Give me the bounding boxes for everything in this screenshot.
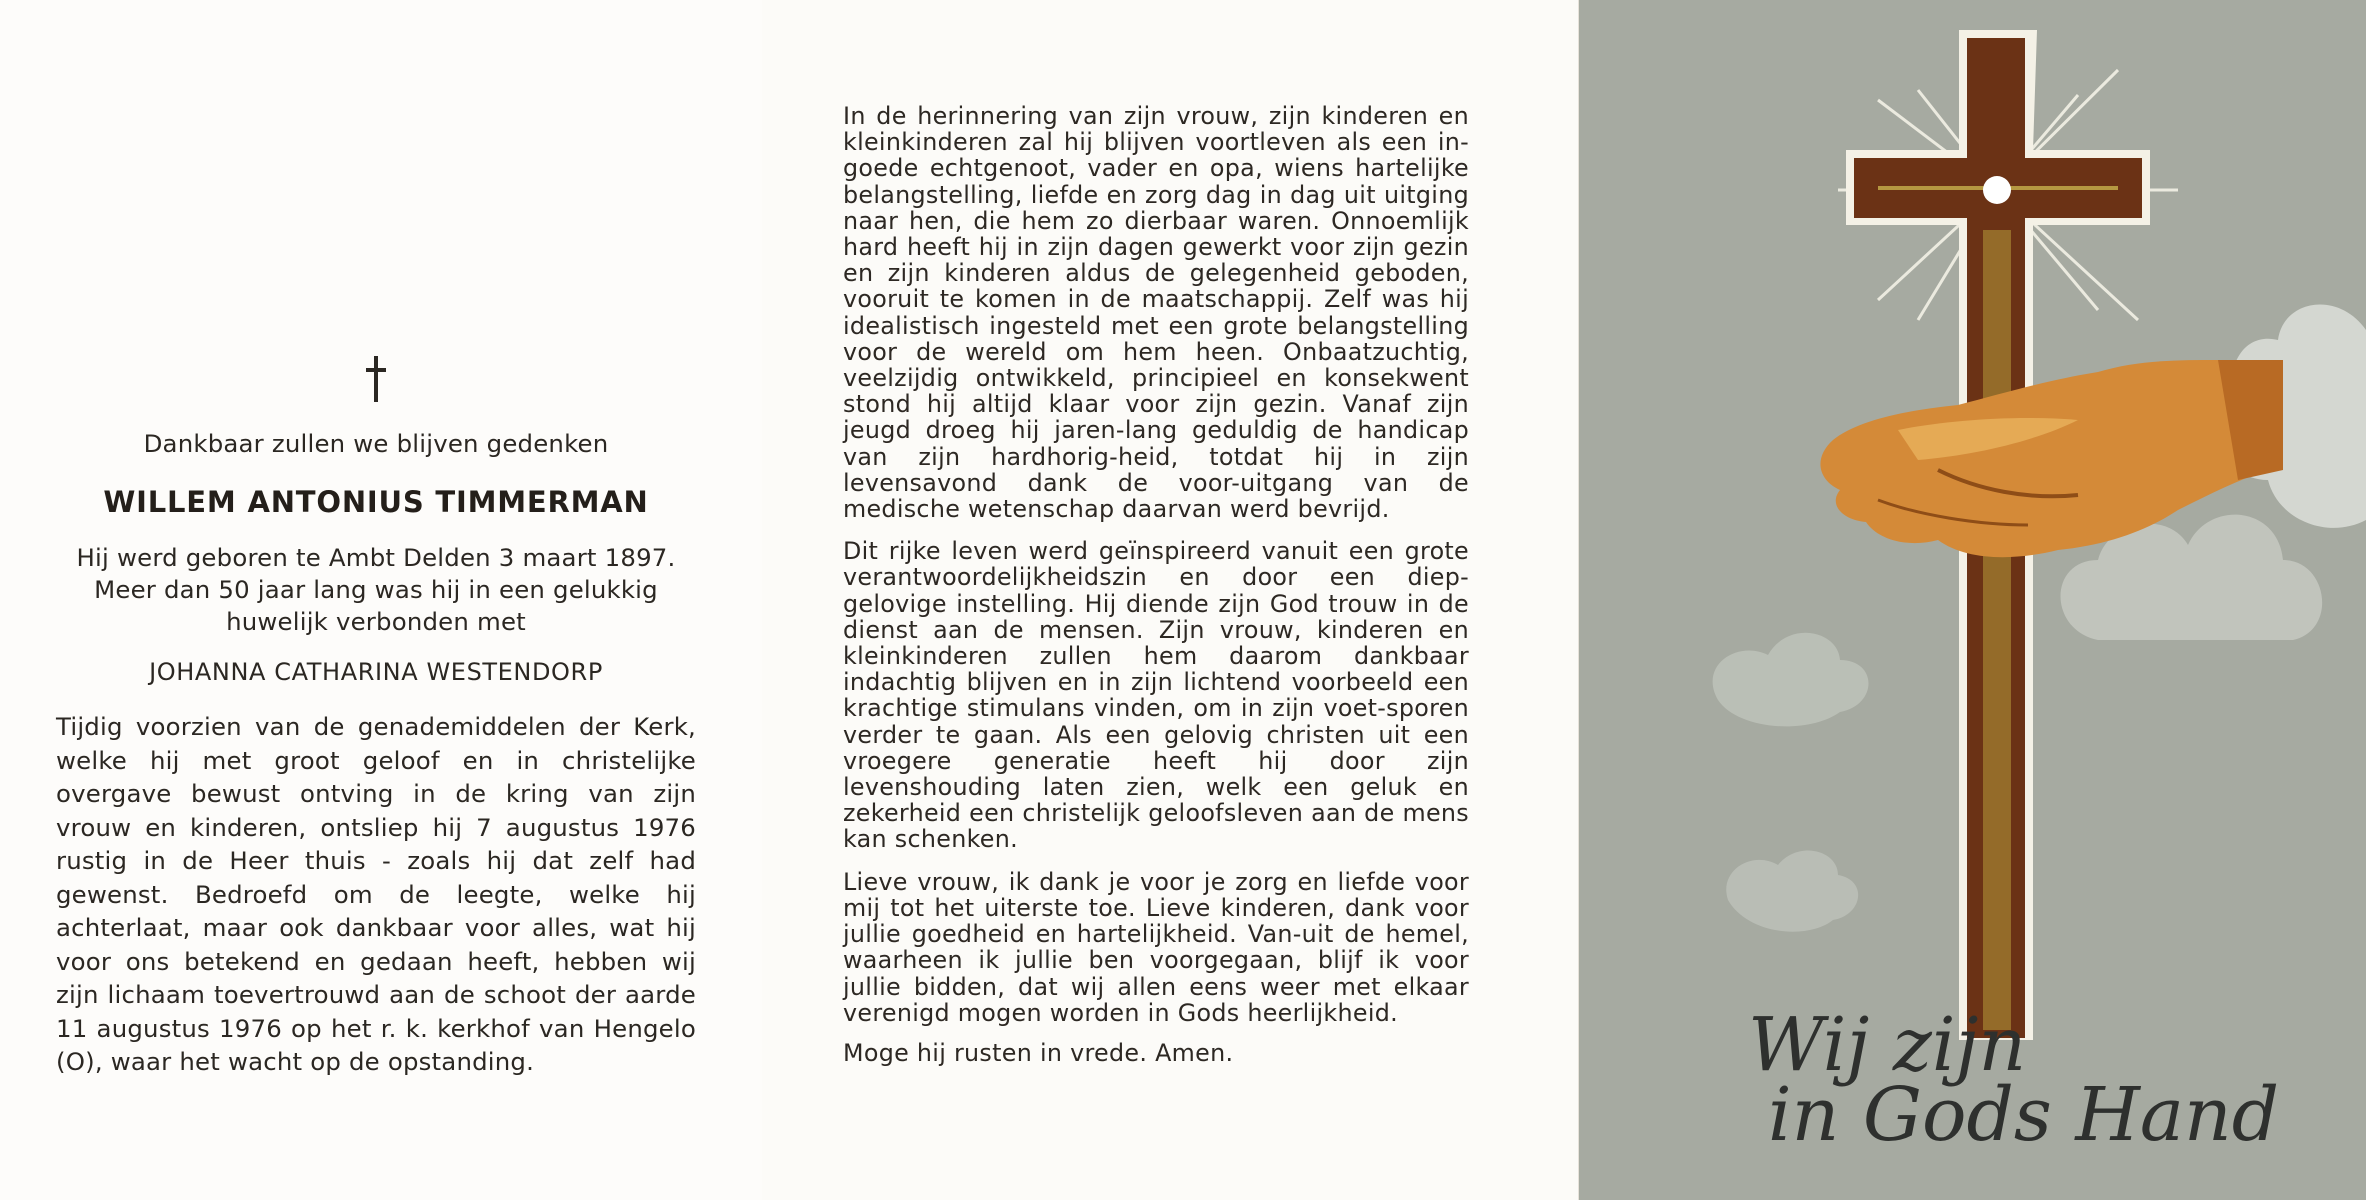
left-text-block [56, 428, 696, 1079]
farewell-paragraph: Lieve vrouw, ik dank je voor je zorg en liefde voor mij tot het uiterste toe. Lieve kinderen, dank voor jullie goedheid en hartelijkheid. Van-uit de hemel, waarheen ik jullie ben voorgegaan, blijf ik voor jullie bidden, dat wij allen eens weer met elkaar verenigd mogen worden in Gods heerlijkheid. [843, 867, 1469, 1027]
caption-line-1: Wij zijn [1748, 1002, 2027, 1088]
birth-line-3: huwelijk verbonden met [226, 607, 526, 636]
middle-text-block [843, 103, 1469, 1066]
birth-line-2: Meer dan 50 jaar lang was hij in een gelukkig [94, 575, 658, 604]
closing-line: Moge hij rusten in vrede. Amen. [843, 1038, 1234, 1067]
intro-text: Dankbaar zullen we blijven gedenken [143, 429, 609, 458]
cross-icon [356, 352, 396, 408]
caption-line-2: in Gods Hand [1768, 1072, 2280, 1158]
card-caption [1708, 1002, 2328, 1158]
death-paragraph: Tijdig voorzien van de genademiddelen der Kerk, welke hij met groot geloof en in christelijke overgave bewust ontving in de kring van zijn vrouw en kinderen, ontsliep hij 7 augustus 1976 rustig in de Heer thuis - zoals hij dat zelf had gewenst. Bedroefd om de leegte, welke hij achterlaat, maar ook dankbaar voor alles, wat hij voor ons betekend en gedaan heeft, hebben wij zijn lichaam toevertrouwd aan de schoot der aarde 11 augustus 1976 op het r. k. kerkhof van Hengelo (O), waar het wacht op de opstanding. [56, 712, 696, 1076]
faith-paragraph: Dit rijke leven werd geïnspireerd vanuit een grote verantwoordelijkheidszin en door een diep-gelovige instelling. Hij diende zijn God trouw in de dienst aan de mensen. Zijn vrouw, kinderen en kleinkinderen zullen hem daarom dankbaar indachtig blijven en in zijn lichtend voorbeeld een krachtige stimulans vinden, om in zijn voet-sporen verder te gaan. Als een gelovig christen uit een vroegere generatie heeft hij door zijn levenshouding laten zien, welk een geluk en zekerheid een christelijk geloofsleven aan de mens kan schenken. [843, 537, 1469, 854]
memory-paragraph: In de herinnering van zijn vrouw, zijn kinderen en kleinkinderen zal hij blijven voortleven als een in-goede echtgenoot, vader en opa, wiens hartelijke belangstelling, liefde en zorg dag in dag uit uitging naar hen, die hem zo dierbaar waren. Onnoemlijk hard heeft hij in zijn dagen gewerkt voor zijn gezin en zijn kinderen aldus de gelegenheid geboden, vooruit te komen in de maatschappij. Zelf was hij idealistisch ingesteld met een grote belangstelling voor de wereld om hem heen. Onbaatzuchtig, veelzijdig ontwikkeld, principieel en konsekwent stond hij altijd klaar voor zijn gezin. Vanaf zijn jeugd droeg hij jaren-lang geduldig de handicap van zijn hardhorig-heid, totdat hij in zijn levensavond dank de voor-uitgang van de medische wetenschap daarvan werd bevrijd. [843, 102, 1469, 524]
card-front-illustration [1578, 0, 2366, 1200]
birth-line-1: Hij werd geboren te Ambt Delden 3 maart 1897. [76, 543, 676, 572]
deceased-name: WILLEM ANTONIUS TIMMERMAN [103, 485, 649, 519]
fold-line [1578, 0, 1579, 1200]
spouse-name: JOHANNA CATHARINA WESTENDORP [149, 658, 603, 686]
